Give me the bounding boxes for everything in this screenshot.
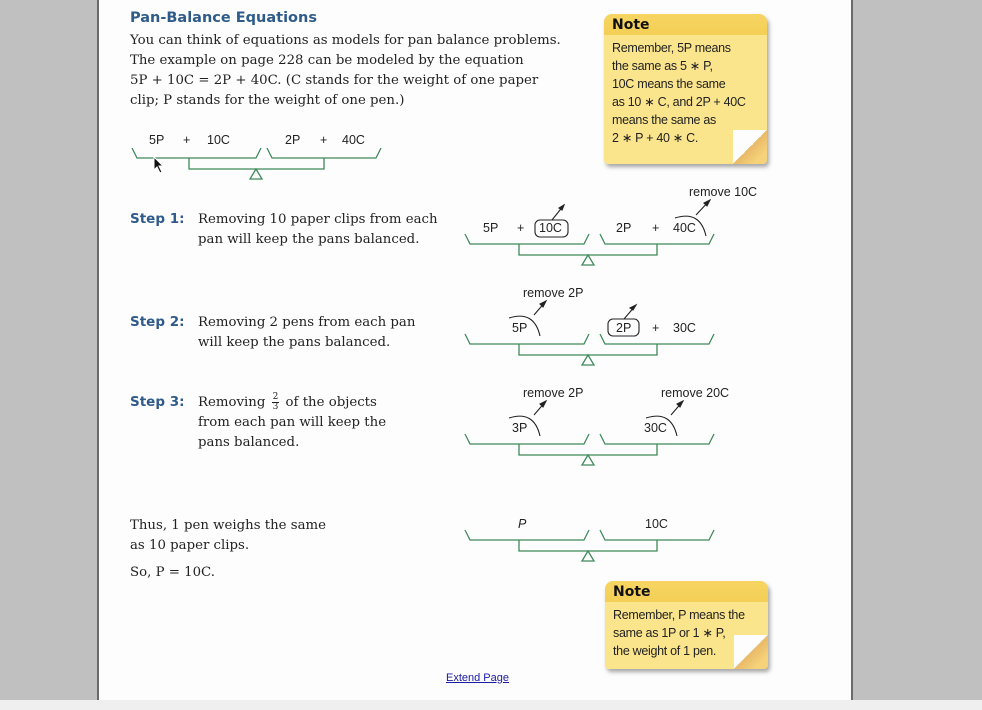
pan-item-boxed: 10C (539, 221, 562, 235)
pan-item: 10C (645, 517, 668, 531)
note-line: 10C means the same (612, 77, 726, 91)
document-page (97, 0, 853, 700)
step-line: pans balanced. (198, 435, 300, 450)
conclusion-text (130, 516, 390, 583)
pan-item: 5P (512, 321, 528, 335)
step-line: Removing 10 paper clips from each (198, 212, 438, 227)
remove-annotation: remove 2P (523, 386, 584, 400)
step-label: Step 3: (130, 394, 185, 410)
step-text (198, 313, 458, 353)
remove-annotation: remove 20C (661, 386, 730, 400)
note-line: the weight of 1 pen. (613, 644, 717, 658)
pan-item: + (517, 221, 525, 235)
fraction-numerator: 2 (272, 392, 279, 402)
pan-item: + (183, 133, 191, 147)
pan-item: + (652, 221, 660, 235)
pan-item: + (320, 133, 328, 147)
pan-item: 40C (342, 133, 365, 147)
step-line: Removing 2 pens from each pan (198, 315, 416, 330)
mouse-cursor-icon (153, 156, 165, 174)
step-label: Step 1: (130, 211, 185, 227)
intro-line: You can think of equations as models for pan balance problems. (130, 33, 561, 48)
note-line: means the same as (612, 113, 716, 127)
conclusion-line: Thus, 1 pen weighs the same (130, 518, 326, 533)
pan-item: 30C (673, 321, 696, 335)
step-text (198, 393, 458, 453)
note-line: same as 1P or 1 ∗ P, (613, 626, 726, 640)
note-line: Remember, P means the (613, 608, 745, 622)
intro-paragraph (130, 31, 600, 111)
fraction (272, 393, 280, 412)
pan-item: + (652, 321, 660, 335)
pan-item: 2P (616, 221, 632, 235)
step-line: from each pan will keep the (198, 415, 387, 430)
pan-balance-icon (464, 396, 724, 471)
note-line: 2 ∗ P + 40 ∗ C. (612, 131, 699, 145)
note-line: Remember, 5P means (612, 41, 731, 55)
intro-line: clip; P stands for the weight of one pen.) (130, 93, 405, 108)
bottom-strip (0, 700, 982, 710)
remove-annotation: remove 10C (689, 185, 758, 199)
remove-annotation: remove 2P (523, 286, 584, 300)
note-box-2 (605, 581, 768, 669)
note-line: the same as 5 ∗ P, (612, 59, 713, 73)
pan-item-boxed: 2P (616, 321, 632, 335)
page-curl-icon (733, 130, 767, 164)
section-title: Pan-Balance Equations (130, 10, 317, 26)
pan-item: 2P (285, 133, 301, 147)
pan-item: 3P (512, 421, 528, 435)
note-line: as 10 ∗ C, and 2P + 40C (612, 95, 746, 109)
intro-line: 5P + 10C = 2P + 40C. (C stands for the weight of one paper (130, 73, 539, 88)
note-box-1 (604, 14, 767, 164)
intro-line: The example on page 228 can be modeled by the equation (130, 53, 524, 68)
page-curl-icon (734, 635, 768, 669)
fraction-denominator: 3 (272, 402, 279, 412)
note-heading: Note (605, 581, 768, 602)
step-text-post: of the objects (285, 395, 377, 410)
pan-balance-icon (131, 145, 383, 185)
pan-item: 40C (673, 221, 696, 235)
pan-item: 10C (207, 133, 230, 147)
step-line (198, 393, 458, 413)
step-line: pan will keep the pans balanced. (198, 232, 420, 247)
pan-item: 5P (149, 133, 165, 147)
pan-item: 5P (483, 221, 499, 235)
step-label: Step 2: (130, 314, 185, 330)
extend-page-link[interactable]: Extend Page (446, 672, 509, 684)
step-text-pre: Removing (198, 395, 266, 410)
pan-item: 30C (644, 421, 667, 435)
step-text (198, 210, 458, 250)
step-line: will keep the pans balanced. (198, 335, 391, 350)
conclusion-line: as 10 paper clips. (130, 538, 250, 553)
pan-item: P (518, 517, 527, 531)
pan-balance-icon (464, 530, 724, 570)
note-heading: Note (604, 14, 767, 35)
conclusion-result: So, P = 10C. (130, 565, 215, 580)
